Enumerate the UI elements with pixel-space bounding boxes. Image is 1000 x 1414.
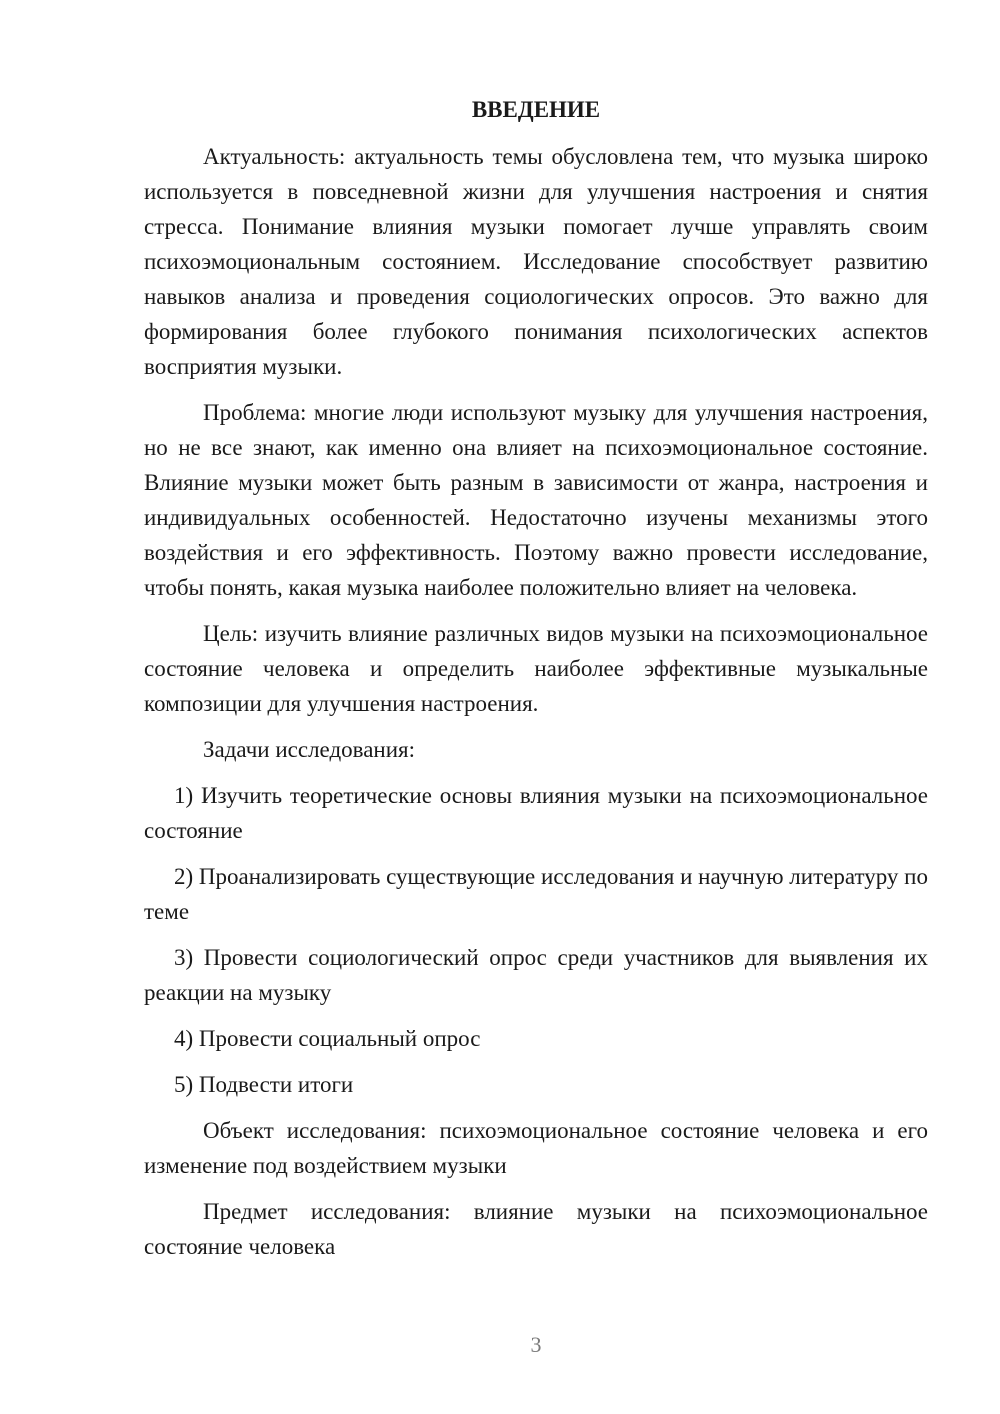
object-paragraph: Объект исследования: психоэмоциональное состояние человека и его изменение под воздействием музыки — [144, 1118, 928, 1178]
goal-paragraph: Цель: изучить влияние различных видов музыки на психоэмоциональное состояние человека и определить наиболее эффективные музыкальные композиции для улучшения настроения. — [144, 621, 928, 716]
task-item: 2) Проанализировать существующие исследования и научную литературу по теме — [144, 864, 928, 924]
relevance-paragraph: Актуальность: актуальность темы обусловлена тем, что музыка широко используется в повседневной жизни для улучшения настроения и снятия стресса. Понимание влияния музыки помогает лучше управлять своим психоэмоциональным состоянием. Исследование способствует развитию навыков анализа и проведения социологических опросов. Это важно для формирования более глубокого понимания психологических аспектов восприятия музыки. — [144, 144, 928, 379]
section-title: ВВЕДЕНИЕ — [471, 97, 601, 122]
task-item: 5) Подвести итоги — [174, 1072, 354, 1097]
subject-paragraph: Предмет исследования: влияние музыки на психоэмоциональное состояние человека — [144, 1199, 928, 1259]
task-item: 3) Провести социологический опрос среди участников для выявления их реакции на музыку — [144, 945, 928, 1005]
task-item: 4) Провести социальный опрос — [174, 1026, 481, 1051]
page-number: 3 — [530, 1332, 542, 1357]
task-item: 1) Изучить теоретические основы влияния музыки на психоэмоциональное состояние — [144, 783, 928, 843]
page-content — [144, 92, 928, 1275]
problem-paragraph: Проблема: многие люди используют музыку для улучшения настроения, но не все знают, как именно она влияет на психоэмоциональное состояние. Влияние музыки может быть разным в зависимости от жанра, настроения и индивидуальных особенностей. Недостаточно изучены механизмы этого воздействия и его эффективность. Поэтому важно провести исследование, чтобы понять, какая музыка наиболее положительно влияет на человека. — [144, 400, 928, 600]
tasks-heading: Задачи исследования: — [203, 737, 416, 762]
